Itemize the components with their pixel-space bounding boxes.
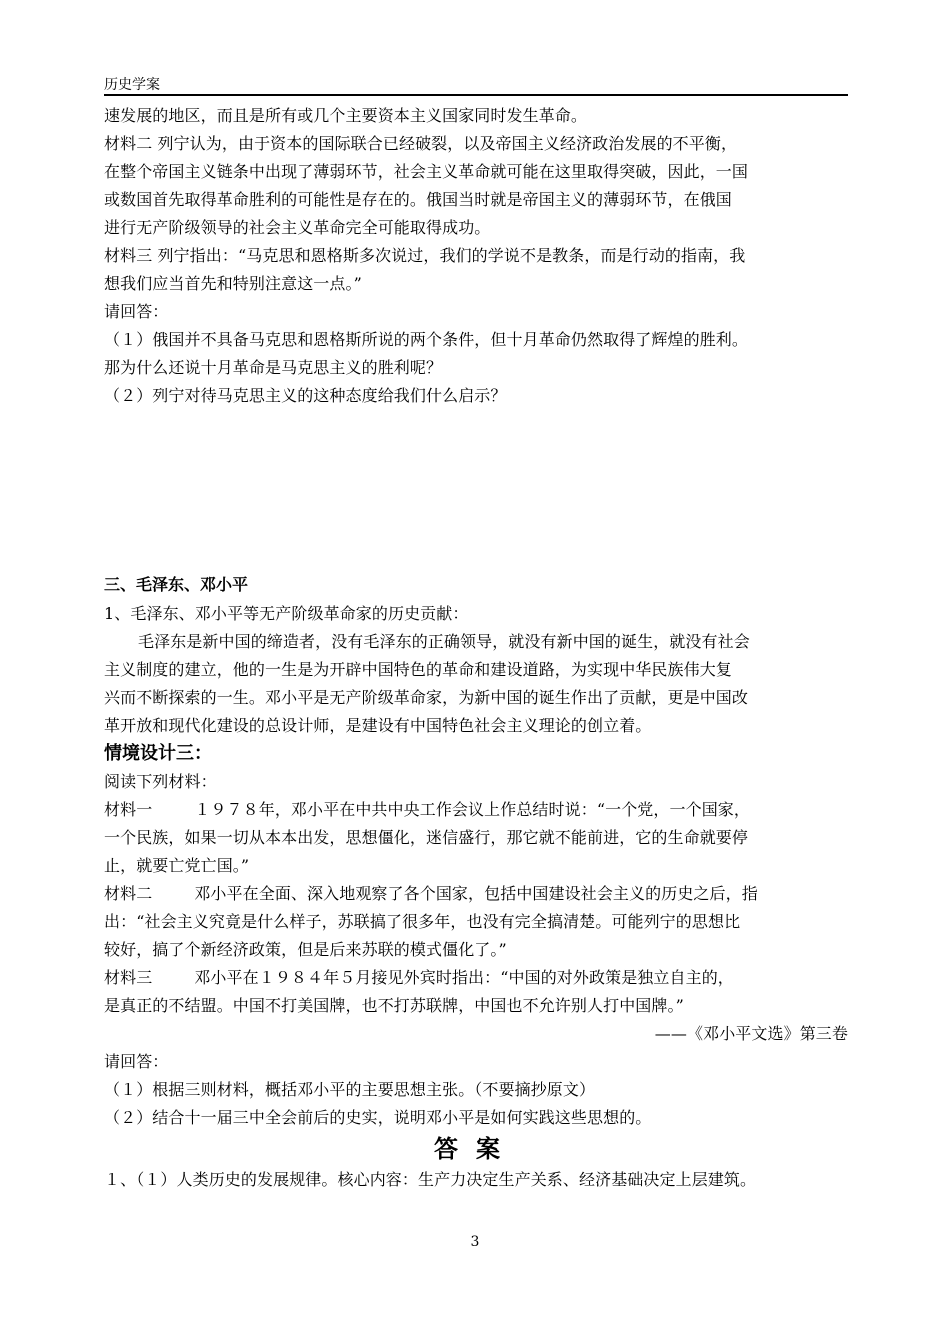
page-header: 历史学案 [104, 70, 848, 96]
text-line: 是真正的不结盟。中国不打美国牌，也不打苏联牌，中国也不允许别人打中国牌。” [104, 996, 684, 1015]
paragraph-line: 主义制度的建立，他的一生是为开辟中国特色的革命和建设道路，为实现中华民族伟大复 [104, 660, 732, 679]
document-page [104, 70, 848, 1194]
source-citation: ——《邓小平文选》第三卷 [654, 1024, 848, 1043]
section-title: 三、毛泽东、邓小平 [104, 575, 249, 594]
text-line: 在整个帝国主义链条中出现了薄弱环节，社会主义革命就可能在这里取得突破，因此，一国 [104, 162, 749, 181]
text-line: 或数国首先取得革命胜利的可能性是存在的。俄国当时就是帝国主义的薄弱环节，在俄国 [104, 190, 732, 209]
material-label: 材料二 [104, 884, 153, 903]
section-item: 1、毛泽东、邓小平等无产阶级革命家的历史贡献： [104, 604, 469, 623]
material-text: １９７８年，邓小平在中共中央工作会议上作总结时说：“一个党，一个国家， [194, 800, 750, 819]
text-line: 请回答： [104, 302, 169, 321]
answer-space [104, 410, 848, 570]
text-line: 想我们应当首先和特别注意这一点。” [104, 274, 362, 293]
text-line: 速发展的地区，而且是所有或几个主要资本主义国家同时发生革命。 [104, 106, 588, 125]
material-text: 邓小平在全面、深入地观察了各个国家，包括中国建设社会主义的历史之后，指 [194, 884, 758, 903]
scenario-title: 情境设计三： [104, 743, 212, 764]
question-line: （１）俄国并不具备马克思和恩格斯所说的两个条件，但十月革命仍然取得了辉煌的胜利。 [104, 330, 749, 349]
question-line: （２）列宁对待马克思主义的这种态度给我们什么启示？ [104, 386, 507, 405]
materials-block [104, 102, 848, 410]
material-label: 材料三 [104, 968, 153, 987]
text-line: 一个民族，如果一切从本本出发，思想僵化，迷信盛行，那它就不能前进，它的生命就要停 [104, 828, 749, 847]
paragraph-line: 兴而不断探索的一生。邓小平是无产阶级革命家，为新中国的诞生作出了贡献，更是中国改 [104, 688, 749, 707]
material-3-line [104, 964, 848, 992]
material-1-line [104, 796, 848, 824]
page-number: 3 [470, 1234, 480, 1250]
question-line: （２）结合十一届三中全会前后的史实，说明邓小平是如何实践这些思想的。 [104, 1108, 652, 1127]
paragraph-line: 毛泽东是新中国的缔造者，没有毛泽东的正确领导，就没有新中国的诞生，就没有社会 [138, 632, 750, 651]
text-line: 止，就要亡党亡国。” [104, 856, 250, 875]
ask-label: 请回答： [104, 1052, 169, 1071]
paragraph-line: 革开放和现代化建设的总设计师，是建设有中国特色社会主义理论的创立着。 [104, 716, 652, 735]
question-line: 那为什么还说十月革命是马克思主义的胜利呢？ [104, 358, 443, 377]
answer-line: １、（１）人类历史的发展规律。核心内容：生产力决定生产关系、经济基础决定上层建筑。 [104, 1170, 757, 1189]
text-line: 出：“社会主义究竟是什么样子，苏联搞了很多年，也没有完全搞清楚。可能列宁的思想比 [104, 912, 741, 931]
material-text: 邓小平在１９８４年５月接见外宾时指出：“中国的对外政策是独立自主的， [194, 968, 734, 987]
text-line: 材料三 列宁指出：“马克思和恩格斯多次说过，我们的学说不是教条，而是行动的指南，我 [104, 246, 746, 265]
text-line: 材料二 列宁认为，由于资本的国际联合已经破裂，以及帝国主义经济政治发展的不平衡， [104, 134, 738, 153]
question-line: （１）根据三则材料，概括邓小平的主要思想主张。（不要摘抄原文） [104, 1080, 596, 1099]
scenario-intro: 阅读下列材料： [104, 772, 217, 791]
material-label: 材料一 [104, 800, 153, 819]
text-line: 较好，搞了个新经济政策，但是后来苏联的模式僵化了。” [104, 940, 507, 959]
text-line: 进行无产阶级领导的社会主义革命完全可能取得成功。 [104, 218, 491, 237]
material-2-line [104, 880, 848, 908]
answer-title: 答案 [434, 1135, 518, 1163]
